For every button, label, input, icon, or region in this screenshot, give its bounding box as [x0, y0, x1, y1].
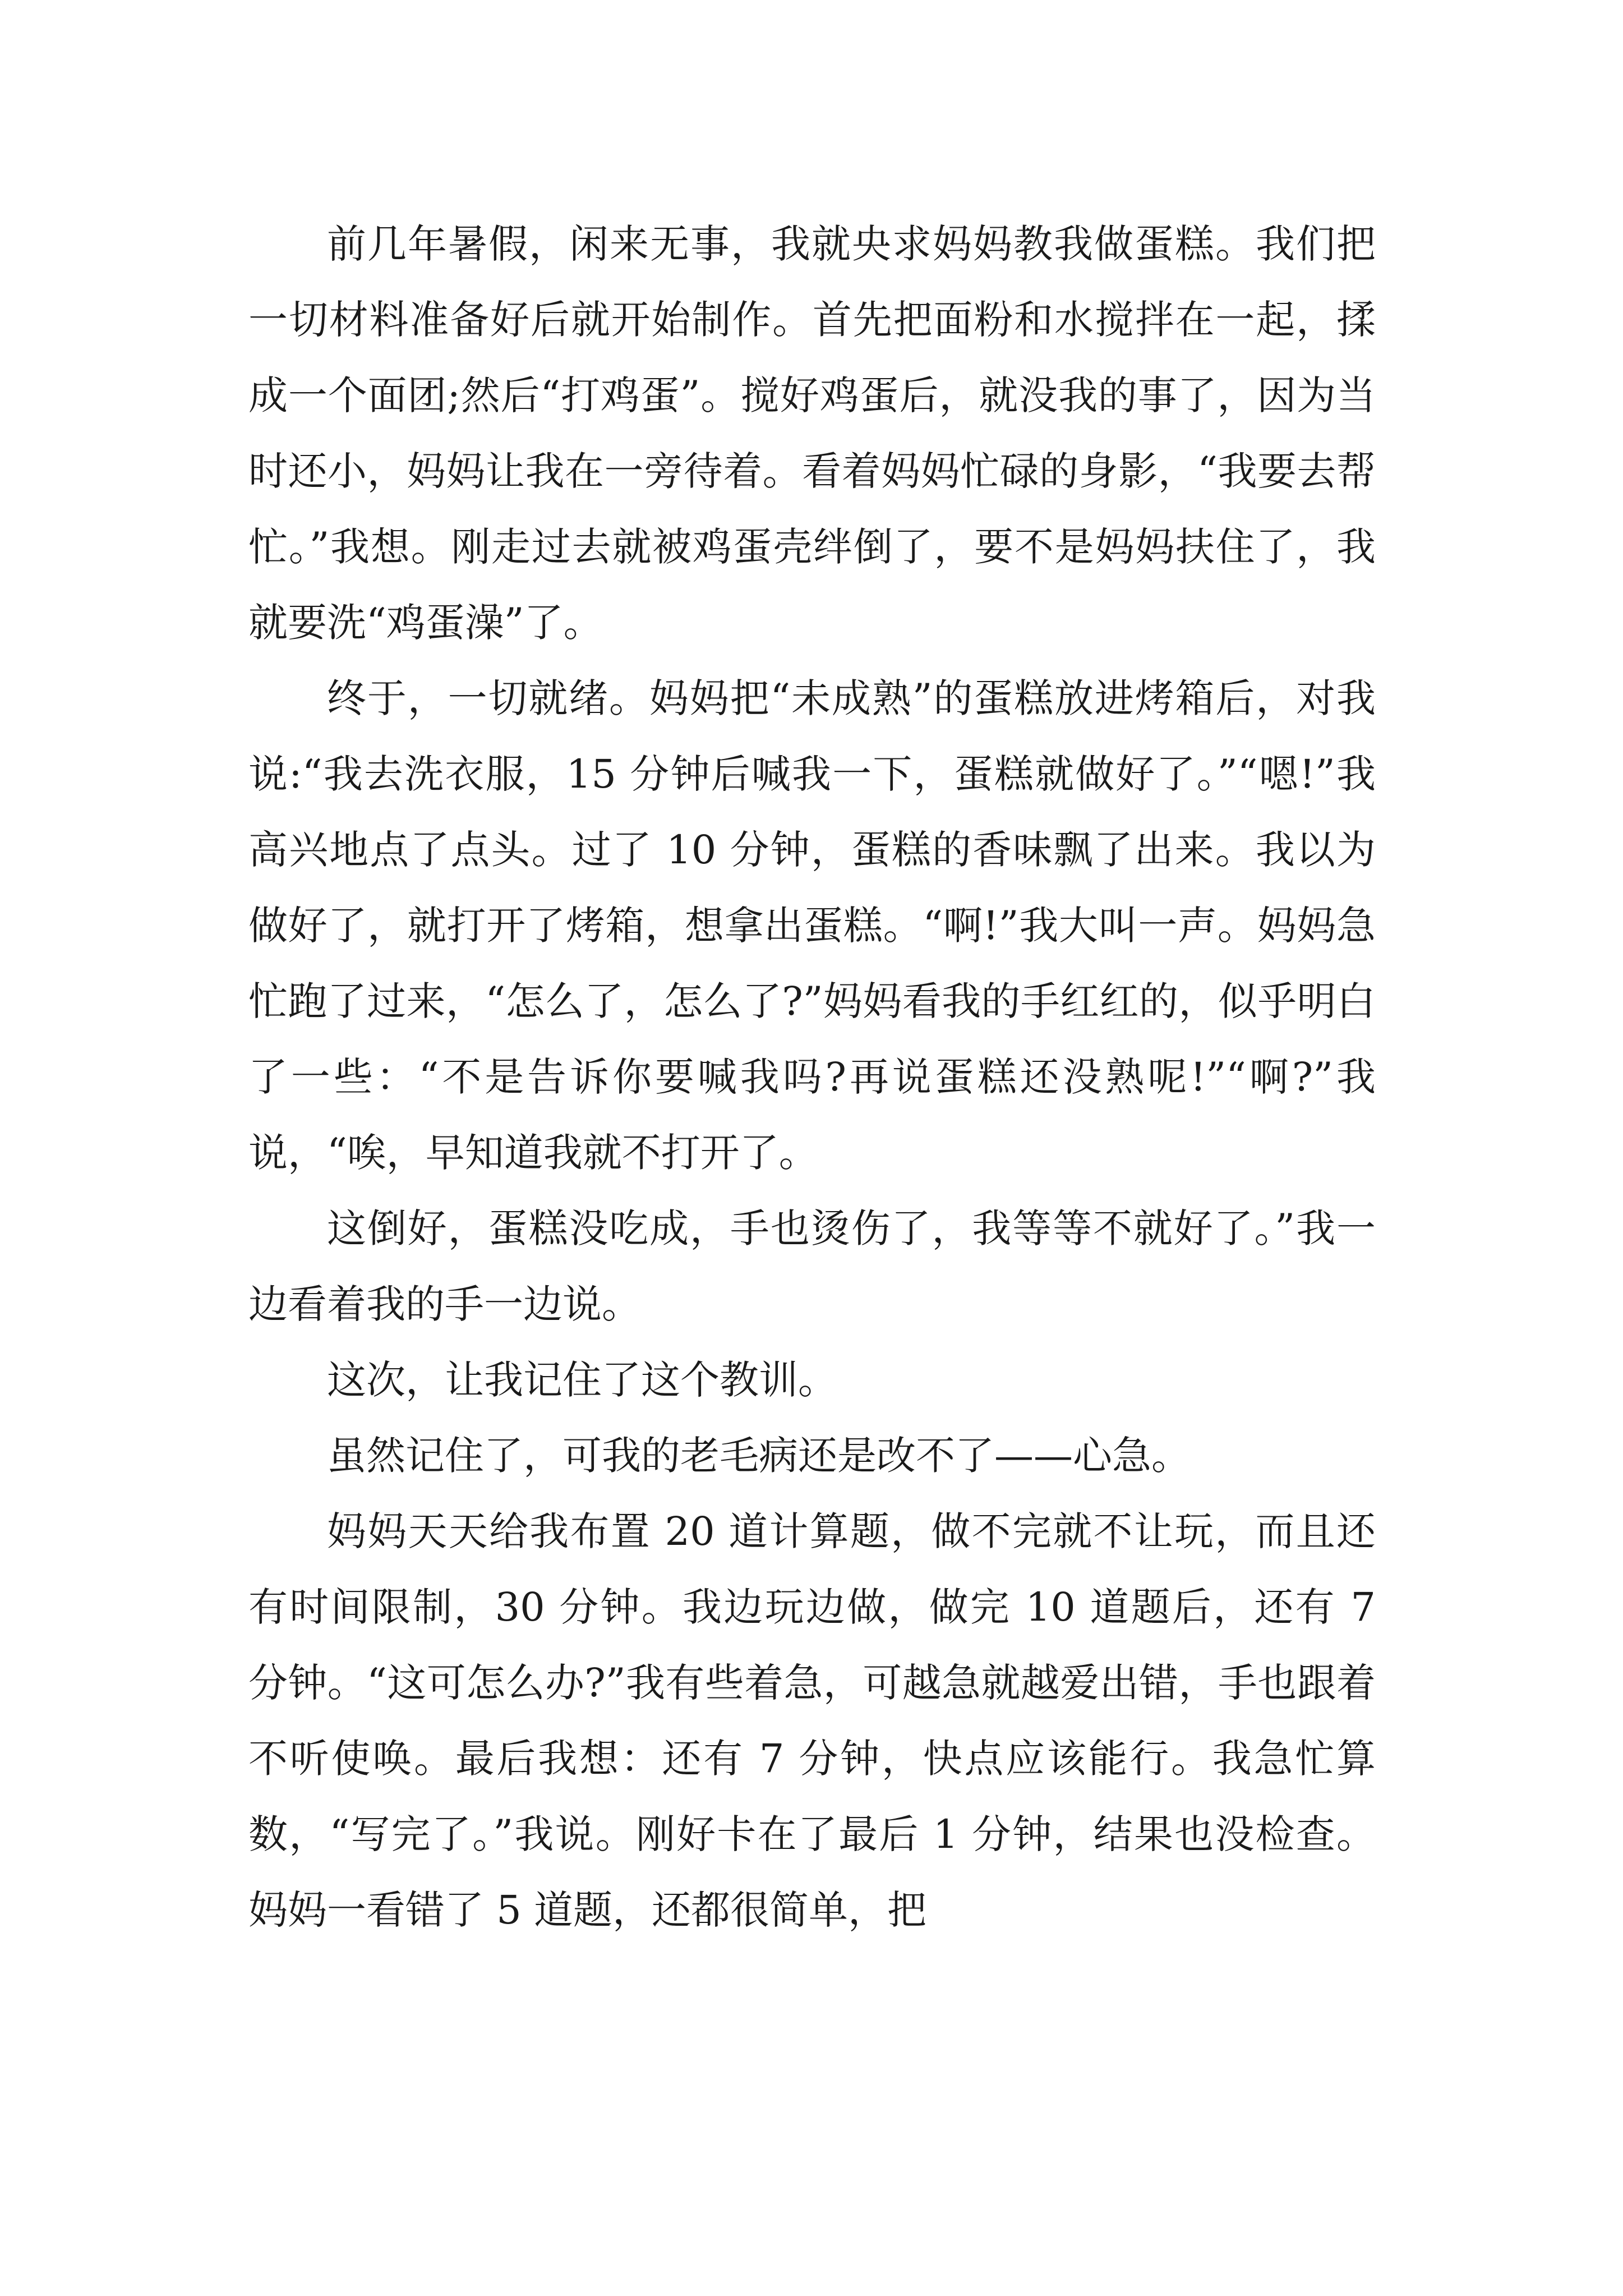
essay-body: [248, 206, 1376, 1948]
paragraph-6: 妈妈天天给我布置 20 道计算题，做不完就不让玩，而且还有时间限制，30 分钟。我边玩边做，做完 10 道题后，还有 7 分钟。“这可怎么办?”我有些着急，可越急就越爱出错，手也跟着不听使唤。最后我想：还有 7 分钟，快点应该能行。我急忙算数，“写完了。”我说。刚好卡在了最后 1 分钟，结果也没检查。妈妈一看错了 5 道题，还都很简单，把: [248, 1508, 1376, 1933]
paragraph-3: 这倒好，蛋糕没吃成，手也烫伤了，我等等不就好了。”我一边看着我的手一边说。: [248, 1205, 1376, 1327]
paragraph-4: 这次，让我记住了这个教训。: [327, 1357, 837, 1403]
paragraph-1: 前几年暑假，闲来无事，我就央求妈妈教我做蛋糕。我们把一切材料准备好后就开始制作。首先把面粉和水搅拌在一起，揉成一个面团;然后“打鸡蛋”。搅好鸡蛋后，就没我的事了，因为当时还小，妈妈让我在一旁待着。看着妈妈忙碌的身影，“我要去帮忙。”我想。刚走过去就被鸡蛋壳绊倒了，要不是妈妈扶住了，我就要洗“鸡蛋澡”了。: [248, 221, 1376, 646]
paragraph-5: 虽然记住了，可我的老毛病还是改不了——心急。: [327, 1433, 1191, 1479]
paragraph-2: 终于，一切就绪。妈妈把“未成熟”的蛋糕放进烤箱后，对我说:“我去洗衣服，15 分钟后喊我一下，蛋糕就做好了。”“嗯!”我高兴地点了点头。过了 10 分钟，蛋糕的香味飘了出来。我以为做好了，就打开了烤箱，想拿出蛋糕。“啊!”我大叫一声。妈妈急忙跑了过来，“怎么了，怎么了?”妈妈看我的手红红的，似乎明白了一些：“不是告诉你要喊我吗?再说蛋糕还没熟呢!”“啊?”我说，“唉，早知道我就不打开了。: [248, 675, 1376, 1176]
